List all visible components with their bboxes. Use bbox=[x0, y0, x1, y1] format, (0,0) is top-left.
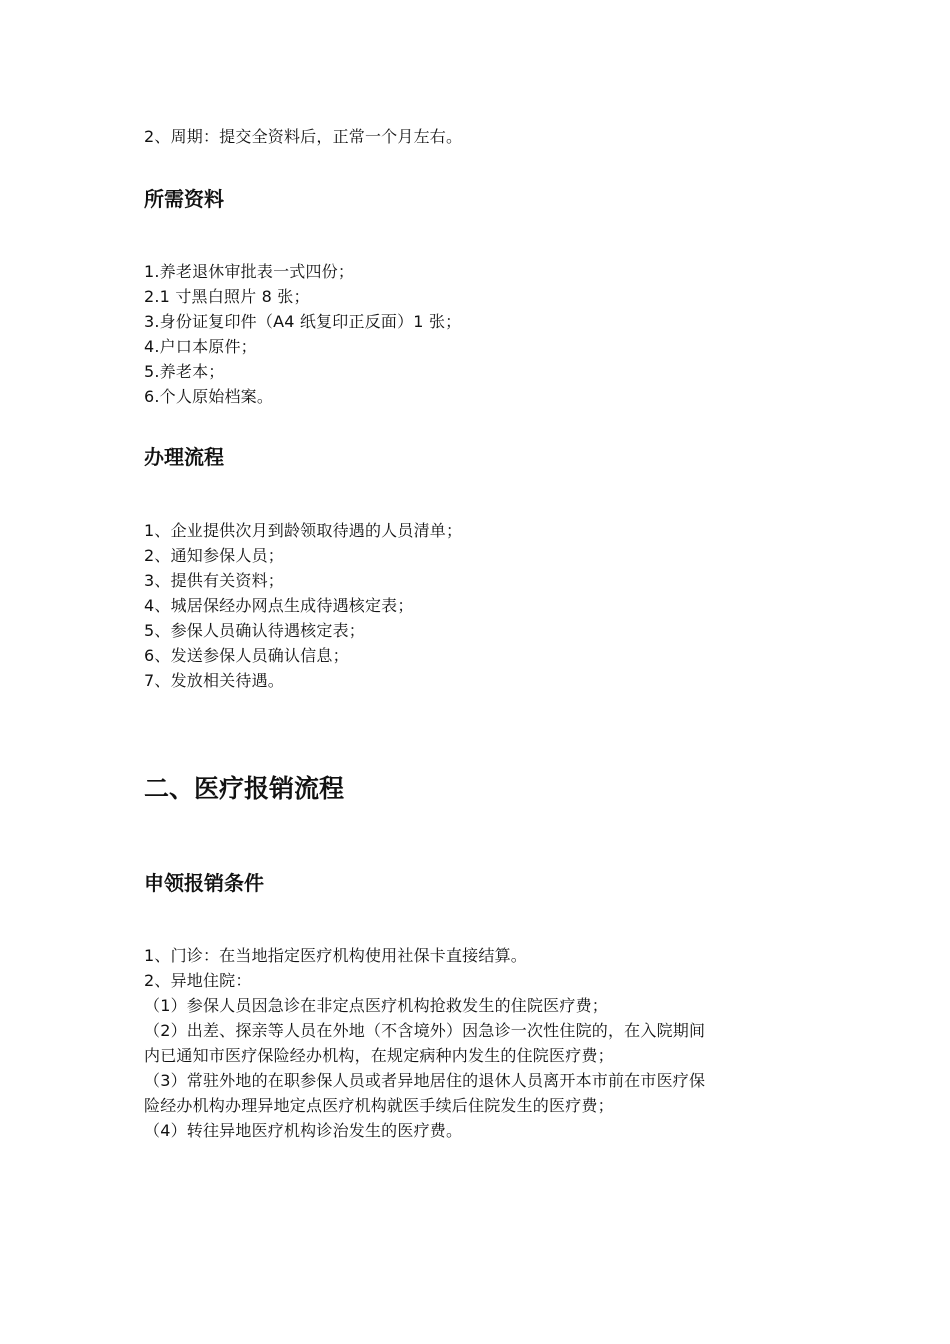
period-line: 2、周期：提交全资料后，正常一个月左右。 bbox=[144, 127, 463, 146]
list-item: 3.身份证复印件（A4 纸复印正反面）1 张； bbox=[144, 312, 462, 331]
list-item: 6、发送参保人员确认信息； bbox=[144, 646, 349, 665]
list-item: 5、参保人员确认待遇核定表； bbox=[144, 621, 365, 640]
list-item: 6.个人原始档案。 bbox=[144, 387, 274, 406]
conditions-heading: 申领报销条件 bbox=[144, 871, 264, 895]
paragraph-line: （4）转往异地医疗机构诊治发生的医疗费。 bbox=[144, 1121, 463, 1140]
list-item: 4、城居保经办网点生成待遇核定表； bbox=[144, 596, 414, 615]
list-item: 1.养老退休审批表一式四份； bbox=[144, 262, 355, 281]
paragraph-line: 险经办机构办理异地定点医疗机构就医手续后住院发生的医疗费； bbox=[144, 1096, 614, 1115]
section-title: 二、医疗报销流程 bbox=[144, 774, 345, 803]
list-item: 2.1 寸黑白照片 8 张； bbox=[144, 287, 310, 306]
process-heading: 办理流程 bbox=[144, 445, 224, 469]
list-item: 3、提供有关资料； bbox=[144, 571, 284, 590]
paragraph-line: 1、门诊：在当地指定医疗机构使用社保卡直接结算。 bbox=[144, 946, 527, 965]
list-item: 2、通知参保人员； bbox=[144, 546, 284, 565]
list-item: 5.养老本； bbox=[144, 362, 225, 381]
paragraph-line: （2）出差、探亲等人员在外地（不含境外）因急诊一次性住院的，在入院期间 bbox=[144, 1021, 706, 1040]
paragraph-line: 2、异地住院： bbox=[144, 971, 252, 990]
list-item: 7、发放相关待遇。 bbox=[144, 671, 284, 690]
list-item: 4.户口本原件； bbox=[144, 337, 257, 356]
paragraph-line: （3）常驻外地的在职参保人员或者异地居住的退休人员离开本市前在市医疗保 bbox=[144, 1071, 706, 1090]
list-item: 1、企业提供次月到龄领取待遇的人员清单； bbox=[144, 521, 463, 540]
paragraph-line: 内已通知市医疗保险经办机构，在规定病种内发生的住院医疗费； bbox=[144, 1046, 614, 1065]
materials-heading: 所需资料 bbox=[144, 187, 224, 211]
paragraph-line: （1）参保人员因急诊在非定点医疗机构抢救发生的住院医疗费； bbox=[144, 996, 608, 1015]
